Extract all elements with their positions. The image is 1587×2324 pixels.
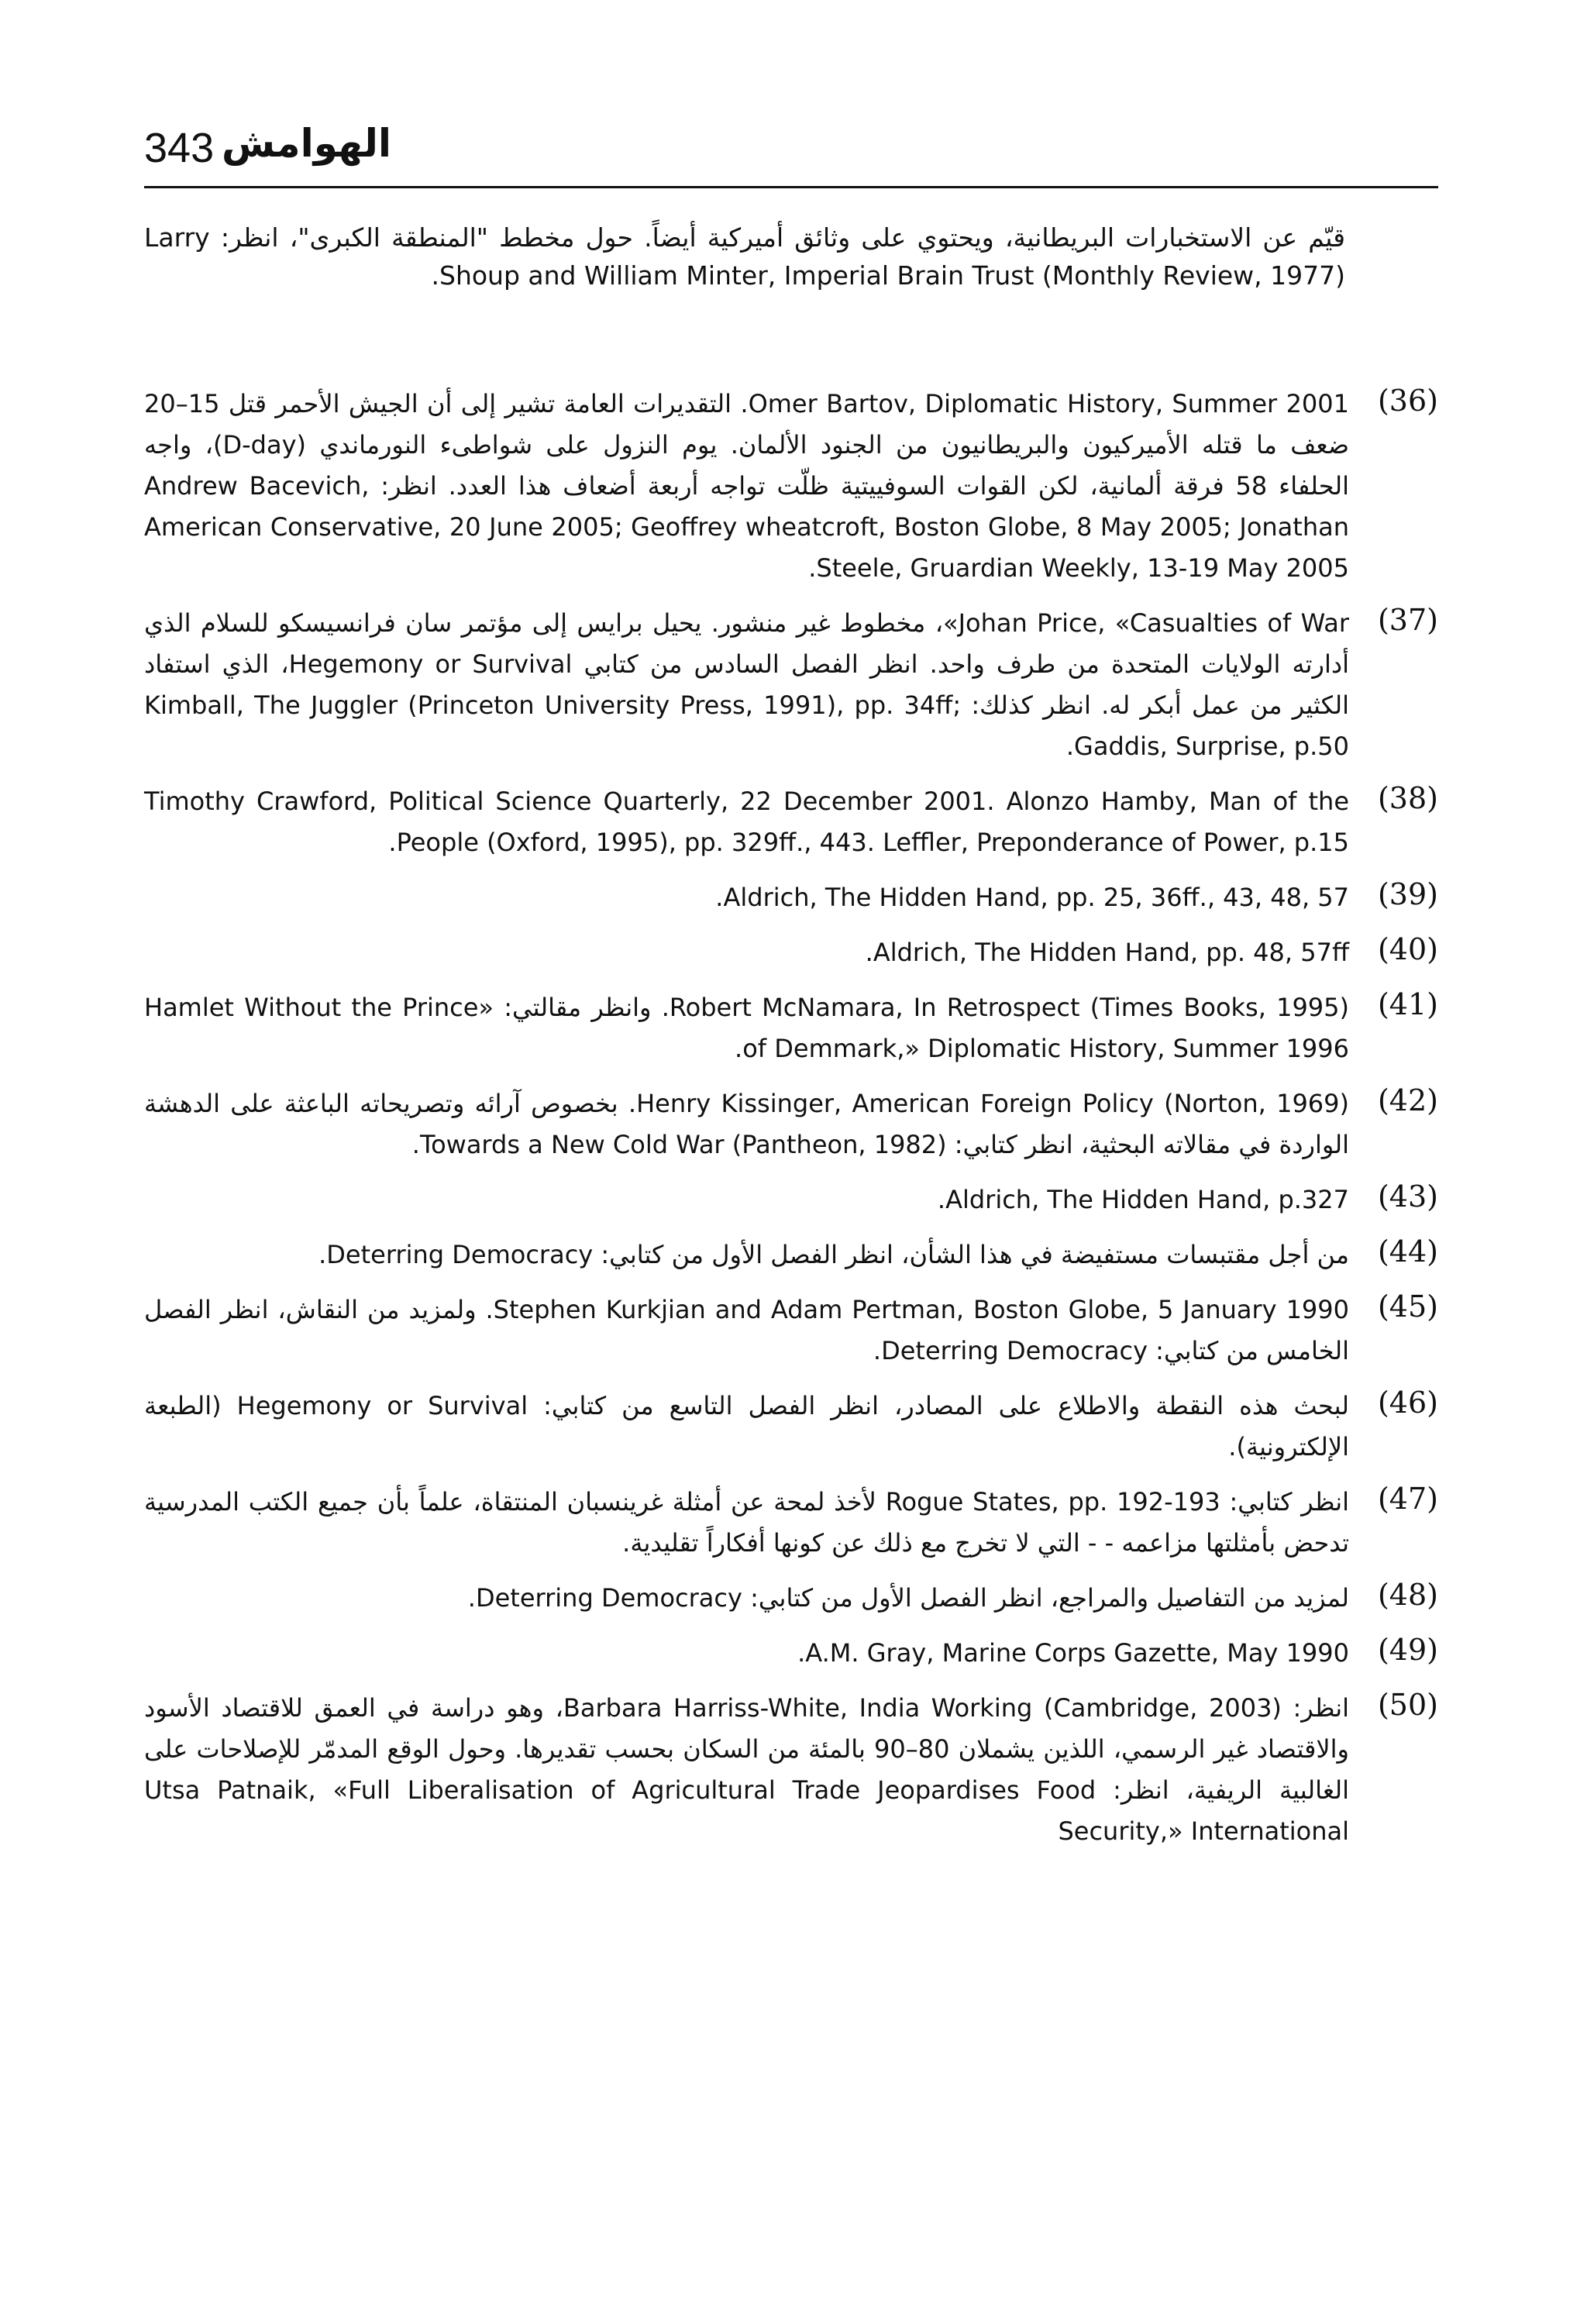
note-number: (43): [1377, 1179, 1438, 1214]
note-number: (48): [1377, 1578, 1438, 1612]
page-number: 343: [144, 125, 215, 171]
note-number: (46): [1377, 1386, 1438, 1420]
endnote: [144, 1179, 1438, 1221]
endnote: [144, 781, 1438, 863]
note-text: Aldrich, The Hidden Hand, pp. 25, 36ff., 43, 48, 57.: [715, 883, 1349, 912]
page-header: [144, 116, 1438, 188]
note-text: Johan Price, «Casualties of War»، مخطوط غير منشور. يحيل برايس إلى مؤتمر سان فرانسيسكو للسلام الذي أدارته الولايات المتحدة من طرف واحد. انظر الفصل السادس من كتابي Hegemony or Survival، الذي استفاد الكثير من عمل أبكر له. انظر كذلك: Kimball, The Juggler (Princeton University Press, 1991), pp. 34ff; Gaddis, Surprise, p.50.: [144, 608, 1350, 761]
note-number: (44): [1377, 1234, 1438, 1269]
endnote: [144, 1482, 1438, 1564]
endnote: [144, 384, 1438, 589]
endnote: [144, 932, 1438, 973]
note-text: Aldrich, The Hidden Hand, p.327.: [937, 1185, 1349, 1214]
note-number: (45): [1377, 1289, 1438, 1324]
note-text: من أجل مقتبسات مستفيضة في هذا الشأن، انظر الفصل الأول من كتابي: Deterring Democracy.: [318, 1240, 1349, 1269]
note-number: (47): [1377, 1482, 1438, 1516]
note-number: (39): [1377, 877, 1438, 911]
note-text: Stephen Kurkjian and Adam Pertman, Boston Globe, 5 January 1990. ولمزيد من النقاش، انظر الفصل الخامس من كتابي: Deterring Democracy.: [144, 1295, 1350, 1365]
endnote: [144, 1688, 1438, 1852]
note-text: Timothy Crawford, Political Science Quarterly, 22 December 2001. Alonzo Hamby, Man of the People (Oxford, 1995), pp. 329ff., 443. Leffler, Preponderance of Power, p.15.: [144, 787, 1349, 857]
note-number: (50): [1377, 1688, 1438, 1722]
endnote: [144, 603, 1438, 767]
note-number: (40): [1377, 932, 1438, 966]
note-text: لمزيد من التفاصيل والمراجع، انظر الفصل الأول من كتابي: Deterring Democracy.: [467, 1583, 1349, 1613]
note-text: Henry Kissinger, American Foreign Policy (Norton, 1969). بخصوص آرائه وتصريحاته الباعثة على الدهشة الواردة في مقالاته البحثية، انظر كتابي: Towards a New Cold War (Pantheon, 1982).: [144, 1089, 1350, 1159]
endnote: [144, 1386, 1438, 1468]
endnote: [144, 1633, 1438, 1674]
continued-note-text: قيّم عن الاستخبارات البريطانية، ويحتوي على وثائق أميركية أيضاً. حول مخطط "المنطقة الكبرى"، انظر: Larry Shoup and William Minter, Imperial Brain Trust (Monthly Review, 1977).: [144, 222, 1345, 291]
note-text: لبحث هذه النقطة والاطلاع على المصادر، انظر الفصل التاسع من كتابي: Hegemony or Survival (الطبعة الإلكترونية).: [144, 1391, 1350, 1462]
endnotes-list: [144, 384, 1438, 1866]
note-text: Robert McNamara, In Retrospect (Times Books, 1995). وانظر مقالتي: «Hamlet Without the Prince of Demmark,» Diplomatic History, Summer 1996.: [144, 993, 1349, 1063]
note-text: انظر: Barbara Harriss-White, India Working (Cambridge, 2003)، وهو دراسة في العمق للاقتصاد الأسود والاقتصاد غير الرسمي، اللذين يشملان 80–90 بالمئة من السكان بحسب تقديرها. وحول الوقع المدمّر للإصلاحات على الغالبية الريفية، انظر: Utsa Patnaik, «Full Liberalisation of Agricultural Trade Jeopardises Food Security,» International: [144, 1693, 1350, 1846]
note-number: (49): [1377, 1633, 1438, 1667]
endnote: [144, 987, 1438, 1069]
note-text: A.M. Gray, Marine Corps Gazette, May 1990.: [797, 1638, 1349, 1668]
endnote: [144, 877, 1438, 918]
note-number: (41): [1377, 987, 1438, 1021]
endnote: [144, 1289, 1438, 1372]
note-text: Omer Bartov, Diplomatic History, Summer 2001. التقديرات العامة تشير إلى أن الجيش الأحمر قتل 15–20 ضعف ما قتله الأميركيون والبريطانيون من الجنود الألمان. يوم النزول على شواطىء النورماندي (D-day)، واجه الحلفاء 58 فرقة ألمانية، لكن القوات السوفييتية ظلّت تواجه أربعة أضعاف هذا العدد. انظر: Andrew Bacevich, American Conservative, 20 June 2005; Geoffrey wheatcroft, Boston Globe, 8 May 2005; Jonathan Steele, Gruardian Weekly, 13-19 May 2005.: [144, 389, 1350, 583]
endnote: [144, 1578, 1438, 1619]
endnote: [144, 1234, 1438, 1276]
note-text: انظر كتابي: Rogue States, pp. 192-193 لأخذ لمحة عن أمثلة غرينسبان المنتقاة، علماً بأن جميع الكتب المدرسية تدحض بأمثلتها مزاعمه - - التي لا تخرج مع ذلك عن كونها أفكاراً تقليدية.: [144, 1487, 1350, 1558]
endnote: [144, 1083, 1438, 1165]
note-text: Aldrich, The Hidden Hand, pp. 48, 57ff.: [865, 938, 1349, 967]
note-number: (37): [1377, 603, 1438, 637]
note-number: (42): [1377, 1083, 1438, 1117]
note-number: (38): [1377, 781, 1438, 815]
note-number: (36): [1377, 384, 1438, 418]
running-head: الهوامش: [222, 121, 392, 166]
